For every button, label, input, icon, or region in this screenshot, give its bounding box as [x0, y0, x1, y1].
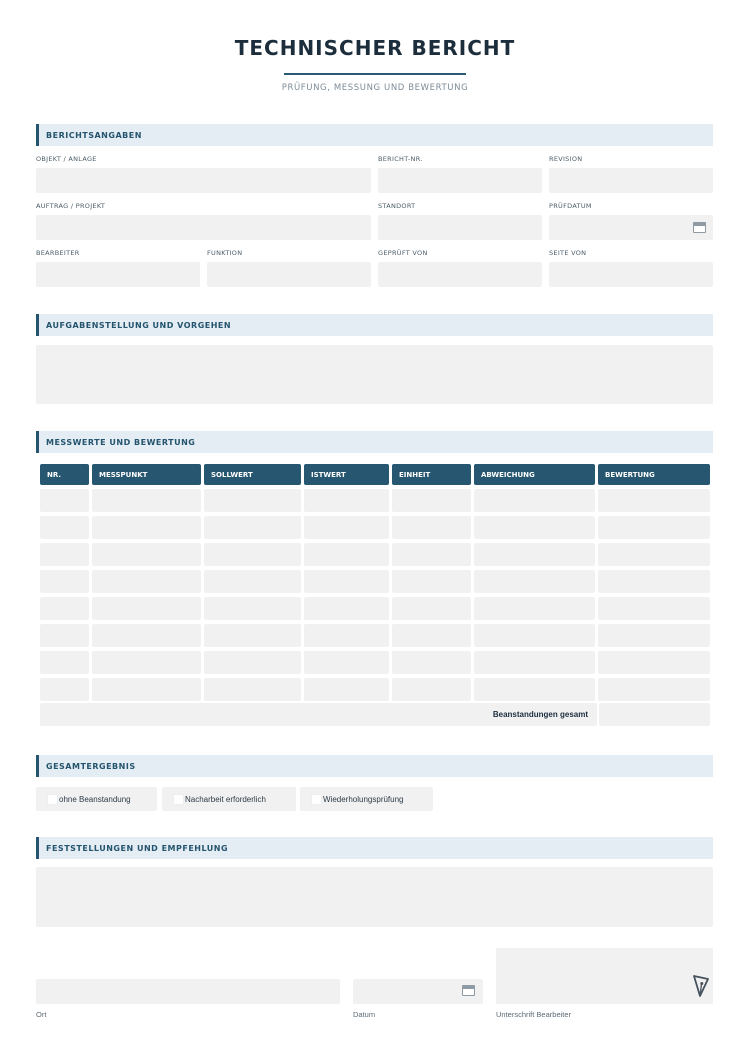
table-cell[interactable] [474, 543, 595, 566]
option-repeat-test[interactable] [300, 787, 433, 811]
table-cell[interactable] [304, 516, 389, 539]
label-checked-by: GEPRÜFT VON [378, 249, 428, 257]
table-cell[interactable] [392, 678, 471, 701]
table-cell[interactable] [40, 570, 89, 593]
table-cell[interactable] [40, 651, 89, 674]
label-function: FUNKTION [207, 249, 243, 257]
table-cell[interactable] [474, 678, 595, 701]
section-heading-measurements: MESSWERTE UND BEWERTUNG [36, 431, 713, 453]
section-heading-task: AUFGABENSTELLUNG UND VORGEHEN [36, 314, 713, 336]
table-cell[interactable] [92, 597, 201, 620]
pen-nib-icon [692, 973, 710, 999]
test-date-field[interactable] [549, 215, 713, 240]
table-cell[interactable] [392, 624, 471, 647]
table-cell[interactable] [598, 624, 710, 647]
function-field[interactable] [207, 262, 371, 287]
object-field[interactable] [36, 168, 371, 193]
label-test-date: PRÜFDATUM [549, 202, 592, 210]
table-cell[interactable] [304, 678, 389, 701]
table-cell[interactable] [304, 570, 389, 593]
table-cell[interactable] [598, 543, 710, 566]
label-location: STANDORT [378, 202, 416, 210]
task-textarea[interactable] [36, 345, 713, 404]
table-cell[interactable] [392, 516, 471, 539]
table-cell[interactable] [474, 570, 595, 593]
table-cell[interactable] [40, 624, 89, 647]
total-complaints-label: Beanstandungen gesamt [40, 703, 597, 726]
section-heading-findings: FESTSTELLUNGEN UND EMPFEHLUNG [36, 837, 713, 859]
column-header-measuring-point: MESSPUNKT [92, 464, 201, 485]
column-header-rating: BEWERTUNG [598, 464, 710, 485]
table-cell[interactable] [304, 597, 389, 620]
column-header-target-value: SOLLWERT [204, 464, 301, 485]
table-cell[interactable] [392, 651, 471, 674]
table-cell[interactable] [598, 678, 710, 701]
editor-field[interactable] [36, 262, 200, 287]
signature-field[interactable] [496, 948, 713, 1004]
checkbox-rework-required[interactable] [173, 794, 184, 805]
section-heading-result: GESAMTERGEBNIS [36, 755, 713, 777]
table-cell[interactable] [598, 570, 710, 593]
table-cell[interactable] [598, 651, 710, 674]
page-title: TECHNISCHER BERICHT [234, 36, 516, 60]
table-cell[interactable] [392, 570, 471, 593]
title-rule [284, 73, 466, 75]
table-cell[interactable] [392, 489, 471, 512]
checked-by-field[interactable] [378, 262, 542, 287]
table-cell[interactable] [474, 624, 595, 647]
signature-label: Unterschrift Bearbeiter [496, 1010, 572, 1019]
column-header-deviation: ABWEICHUNG [474, 464, 595, 485]
label-order: AUFTRAG / PROJEKT [36, 202, 106, 210]
table-cell[interactable] [40, 678, 89, 701]
option-label: Nacharbeit erforderlich [185, 794, 266, 804]
table-cell[interactable] [392, 597, 471, 620]
revision-field[interactable] [549, 168, 713, 193]
option-label: ohne Beanstandung [59, 794, 131, 804]
label-report-no: BERICHT-NR. [378, 155, 423, 163]
table-cell[interactable] [204, 651, 301, 674]
option-rework-required[interactable] [162, 787, 296, 811]
table-cell[interactable] [92, 624, 201, 647]
table-cell[interactable] [204, 516, 301, 539]
table-cell[interactable] [598, 597, 710, 620]
findings-textarea[interactable] [36, 867, 713, 927]
place-label: Ort [36, 1010, 47, 1019]
column-header-actual-value: ISTWERT [304, 464, 389, 485]
checkbox-no-complaint[interactable] [47, 794, 58, 805]
table-cell[interactable] [92, 678, 201, 701]
page-field[interactable] [549, 262, 713, 287]
total-complaints-field[interactable] [599, 703, 710, 726]
column-header-unit: EINHEIT [392, 464, 471, 485]
section-heading-report-info: BERICHTSANGABEN [36, 124, 713, 146]
label-page: SEITE VON [549, 249, 587, 257]
table-cell[interactable] [204, 624, 301, 647]
option-no-complaint[interactable] [36, 787, 157, 811]
table-cell[interactable] [474, 489, 595, 512]
table-cell[interactable] [474, 651, 595, 674]
table-cell[interactable] [392, 543, 471, 566]
table-cell[interactable] [474, 516, 595, 539]
table-cell[interactable] [304, 489, 389, 512]
table-cell[interactable] [40, 597, 89, 620]
table-cell[interactable] [204, 678, 301, 701]
table-cell[interactable] [204, 543, 301, 566]
table-cell[interactable] [304, 651, 389, 674]
calendar-icon[interactable] [693, 222, 706, 233]
table-cell[interactable] [92, 489, 201, 512]
table-cell[interactable] [40, 516, 89, 539]
table-cell[interactable] [40, 543, 89, 566]
option-label: Wiederholungsprüfung [323, 794, 404, 804]
table-cell[interactable] [304, 543, 389, 566]
calendar-icon[interactable] [462, 985, 475, 996]
table-cell[interactable] [304, 624, 389, 647]
table-cell[interactable] [92, 651, 201, 674]
report-no-field[interactable] [378, 168, 542, 193]
table-cell[interactable] [204, 489, 301, 512]
table-cell[interactable] [92, 543, 201, 566]
table-cell[interactable] [92, 570, 201, 593]
table-cell[interactable] [204, 570, 301, 593]
table-cell[interactable] [92, 516, 201, 539]
checkbox-repeat-test[interactable] [311, 794, 322, 805]
page-subtitle: PRÜFUNG, MESSUNG UND BEWERTUNG [281, 83, 469, 93]
table-cell[interactable] [40, 489, 89, 512]
table-cell[interactable] [204, 597, 301, 620]
column-header-nr: NR. [40, 464, 89, 485]
table-cell[interactable] [598, 489, 710, 512]
place-field[interactable] [36, 979, 340, 1004]
date-label: Datum [353, 1010, 376, 1019]
location-field[interactable] [378, 215, 542, 240]
order-field[interactable] [36, 215, 371, 240]
label-revision: REVISION [549, 155, 583, 163]
table-cell[interactable] [474, 597, 595, 620]
table-cell[interactable] [598, 516, 710, 539]
label-editor: BEARBEITER [36, 249, 80, 257]
label-object: OBJEKT / ANLAGE [36, 155, 97, 163]
